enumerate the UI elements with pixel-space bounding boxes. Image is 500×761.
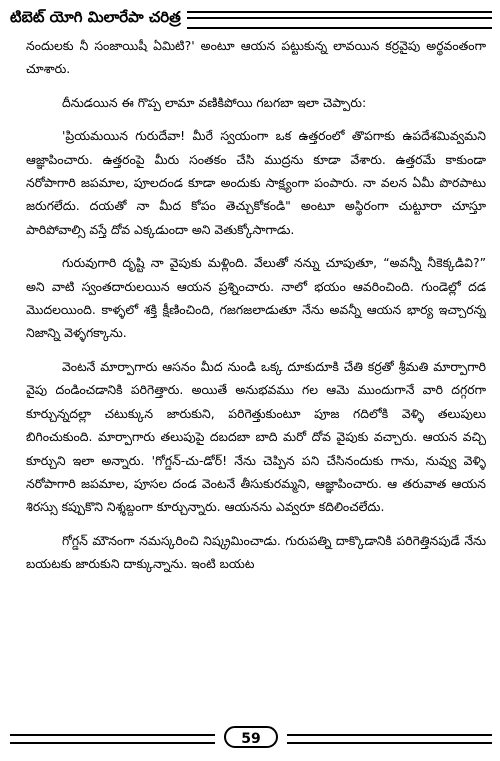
- footer-rule-left: [10, 734, 215, 744]
- running-header: [10, 6, 492, 32]
- paragraph-5: వెంటనే మార్పాగారు ఆసనం మీద నుండి ఒక్క దూకుదూకి చేతి కర్రతో శ్రీమతి మార్పాగారి వైపు దండించడానికి పరిగెత్తారు. అయితే అనుభవము గల ఆమె ముందుగానే వారి దగ్గరగా కూర్చున్నదల్లా చటుక్కున జారుకుని, పరిగెత్తుకుంటూ పూజ గదిలోకి వెళ్ళి తలుపులు బిగించుకుంది. మార్పాగారు తలుపుపై దబదబా బాది మరో దోవ వైపుకు వచ్చారు. ఆయన వచ్చి కూర్చుని ఇలా అన్నారు. 'గోగ్డన్-చు-డోర్! నేను చెప్పిన పని చేసినందుకు గాను, నువ్వు వెళ్ళి నరోపాగారి జపమాల, పూసల దండ వెంటనే తీసుకురమ్మని, ఆజ్ఞాపించారు. ఆ తరువాత ఆయన శిరస్సు కప్పుకొని నిశ్శబ్దంగా కూర్చున్నారు. ఆయనను ఎవ్వరూ కదిలించలేదు.: [26, 358, 486, 515]
- footer-rule-right: [287, 734, 492, 744]
- paragraph-4: గురువుగారి దృష్టి నా వైపుకు మళ్లింది. వేలుతో నన్ను చూపుతూ, “అవన్నీ నీకెక్కడివి?” అని వాటి స్వంతదారులయిన ఆయన ప్రశ్నించారు. నాలో భయం ఆవరించింది. గుండెల్లో దడ మొదలయింది. కాళ్ళలో శక్తి క్షీణించింది, గజగజలాడుతూ నేను అవన్నీ ఆయన భార్య ఇచ్చారన్న నిజాన్ని వెళ్ళగక్కాను.: [26, 255, 486, 341]
- header-rule: [187, 11, 492, 29]
- paragraph-6: గోగ్డన్ మౌనంగా నమస్కరించి నిష్క్రమించాడు. గురుపత్ని దాక్కొడానికి పరిగెత్తినపుడే నేను బయటకు జారుకుని దాక్కున్నాను. ఇంటి బయట: [26, 532, 486, 572]
- paragraph-2: దీనుడయిన ఈ గొప్ప లామా వణికిపోయి గబగబా ఇలా చెప్పారు:: [62, 94, 367, 110]
- paragraph-1: నందులకు నీ సంజాయిషీ ఏమిటి?' అంటూ ఆయన పట్టుకున్న లావయిన కర్రవైపు అర్థవంతంగా చూశారు.: [26, 38, 486, 77]
- paragraph-3: 'ప్రియమయిన గురుదేవా! మీరే స్వయంగా ఒక ఉత్తరంలో తొపగాకు ఉపదేశమివ్వమని ఆజ్ఞాపించారు. ఉత్తరంపై మీరు సంతకం చేసి ముద్రను కూడా వేశారు. ఉత్తరమే కాకుండా నరోపాగారి జపమాల, పూలదండ కూడా అందుకు సాక్ష్యంగా పంపారు. నా వలన ఏమీ పొరపాటు జరుగలేదు. దయతో నా మీద కోపం తెచ్చుకోకండి" అంటూ అస్థిరంగా చుట్టూరా చూస్తూ పారిపోవాల్సి వస్తే దోవ ఎక్కడుందా అని వెతుక్కోసాగాడు.: [26, 128, 486, 237]
- page-number: 59: [224, 726, 278, 748]
- body-text: [26, 34, 486, 694]
- page-footer: [10, 726, 492, 752]
- header-title: టిబెట్ యోగి మిలారేపా చరిత్ర: [10, 8, 181, 26]
